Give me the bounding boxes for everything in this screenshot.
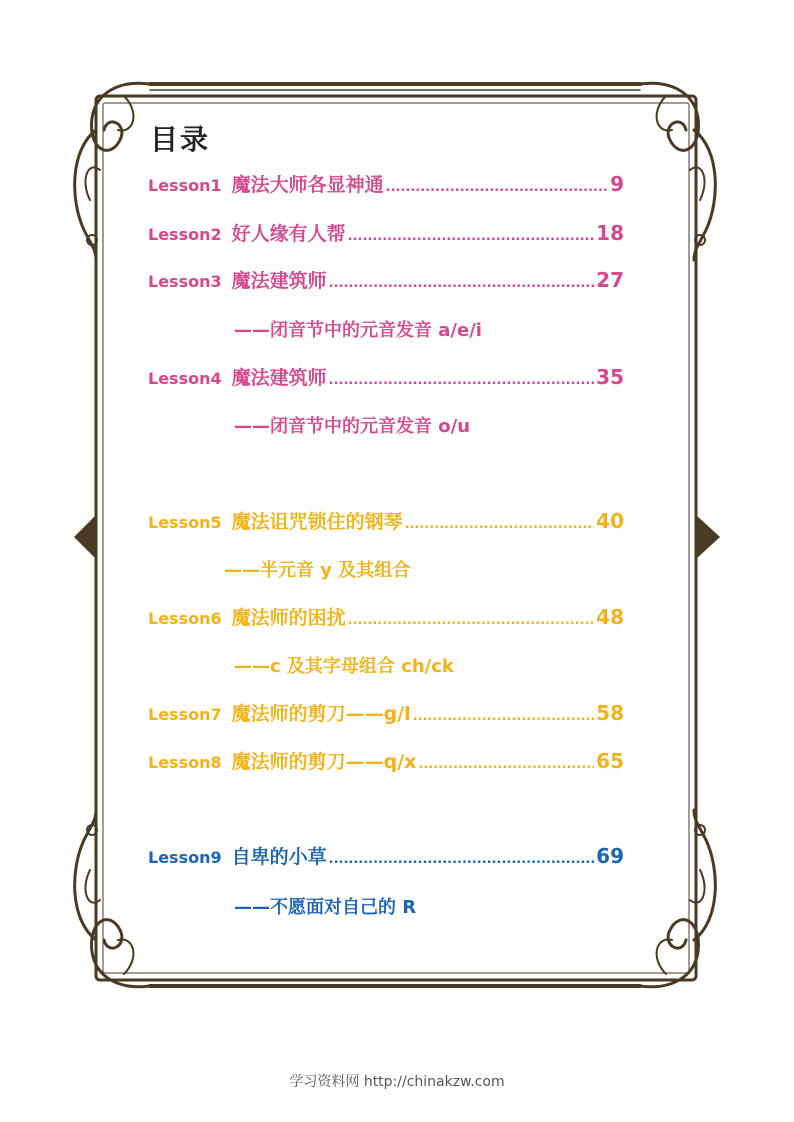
toc-entry-lesson4[interactable] <box>148 363 624 391</box>
lesson-title: 魔法大师各显神通 <box>231 174 384 196</box>
page-number: 40 <box>596 509 624 533</box>
page-number: 69 <box>596 844 624 868</box>
page-number: 58 <box>596 701 624 725</box>
dot-leader <box>329 276 595 291</box>
lesson-title: 好人缘有人帮 <box>231 223 346 245</box>
lesson-number: Lesson2 <box>148 225 222 244</box>
toc-subtitle-lesson5: ——半元音 y 及其组合 <box>224 560 411 581</box>
lesson-title: 魔法师的困扰 <box>231 607 346 629</box>
page-number: 9 <box>610 172 624 196</box>
lesson-number: Lesson3 <box>148 272 222 291</box>
toc-entry-lesson6[interactable] <box>148 603 624 631</box>
page-number: 18 <box>596 221 624 245</box>
dot-leader <box>386 180 608 195</box>
page-number: 27 <box>596 268 624 292</box>
dot-leader <box>329 852 595 867</box>
page-number: 35 <box>596 365 624 389</box>
lesson-title: 魔法师的剪刀——g/l <box>231 703 411 725</box>
lesson-number: Lesson7 <box>148 705 222 724</box>
dot-leader <box>413 709 594 724</box>
toc-entry-lesson8[interactable] <box>148 747 624 775</box>
lesson-number: Lesson5 <box>148 513 222 532</box>
dot-leader <box>348 229 595 244</box>
page-footer: 学习资料网 http://chinakzw.com <box>289 1074 505 1090</box>
lesson-number: Lesson6 <box>148 609 222 628</box>
page-number: 48 <box>596 605 624 629</box>
lesson-title: 魔法建筑师 <box>231 270 327 292</box>
toc-subtitle-lesson6: ——c 及其字母组合 ch/ck <box>234 656 454 677</box>
toc-entry-lesson5[interactable] <box>148 507 624 535</box>
toc-entry-lesson2[interactable] <box>148 219 624 247</box>
lesson-number: Lesson9 <box>148 848 222 867</box>
dot-leader <box>418 757 594 772</box>
dot-leader <box>405 517 595 532</box>
toc-entry-lesson3[interactable] <box>148 266 624 294</box>
lesson-number: Lesson1 <box>148 176 222 195</box>
toc-subtitle-lesson3: ——闭音节中的元音发音 a/e/i <box>234 320 482 341</box>
toc-entry-lesson1[interactable] <box>148 170 624 198</box>
lesson-title: 魔法诅咒锁住的钢琴 <box>231 511 403 533</box>
dot-leader <box>348 613 595 628</box>
page-number: 65 <box>596 749 624 773</box>
toc-subtitle-lesson4: ——闭音节中的元音发音 o/u <box>234 416 471 437</box>
toc-entry-lesson9[interactable] <box>148 842 624 870</box>
toc-subtitle-lesson9: ——不愿面对自己的 R <box>234 897 417 918</box>
dot-leader <box>329 373 595 388</box>
page-title: 目录 <box>150 123 211 156</box>
toc-entry-lesson7[interactable] <box>148 699 624 727</box>
lesson-title: 魔法师的剪刀——q/x <box>231 751 417 773</box>
lesson-title: 自卑的小草 <box>231 846 327 868</box>
lesson-number: Lesson4 <box>148 369 222 388</box>
lesson-title: 魔法建筑师 <box>231 367 327 389</box>
lesson-number: Lesson8 <box>148 753 222 772</box>
